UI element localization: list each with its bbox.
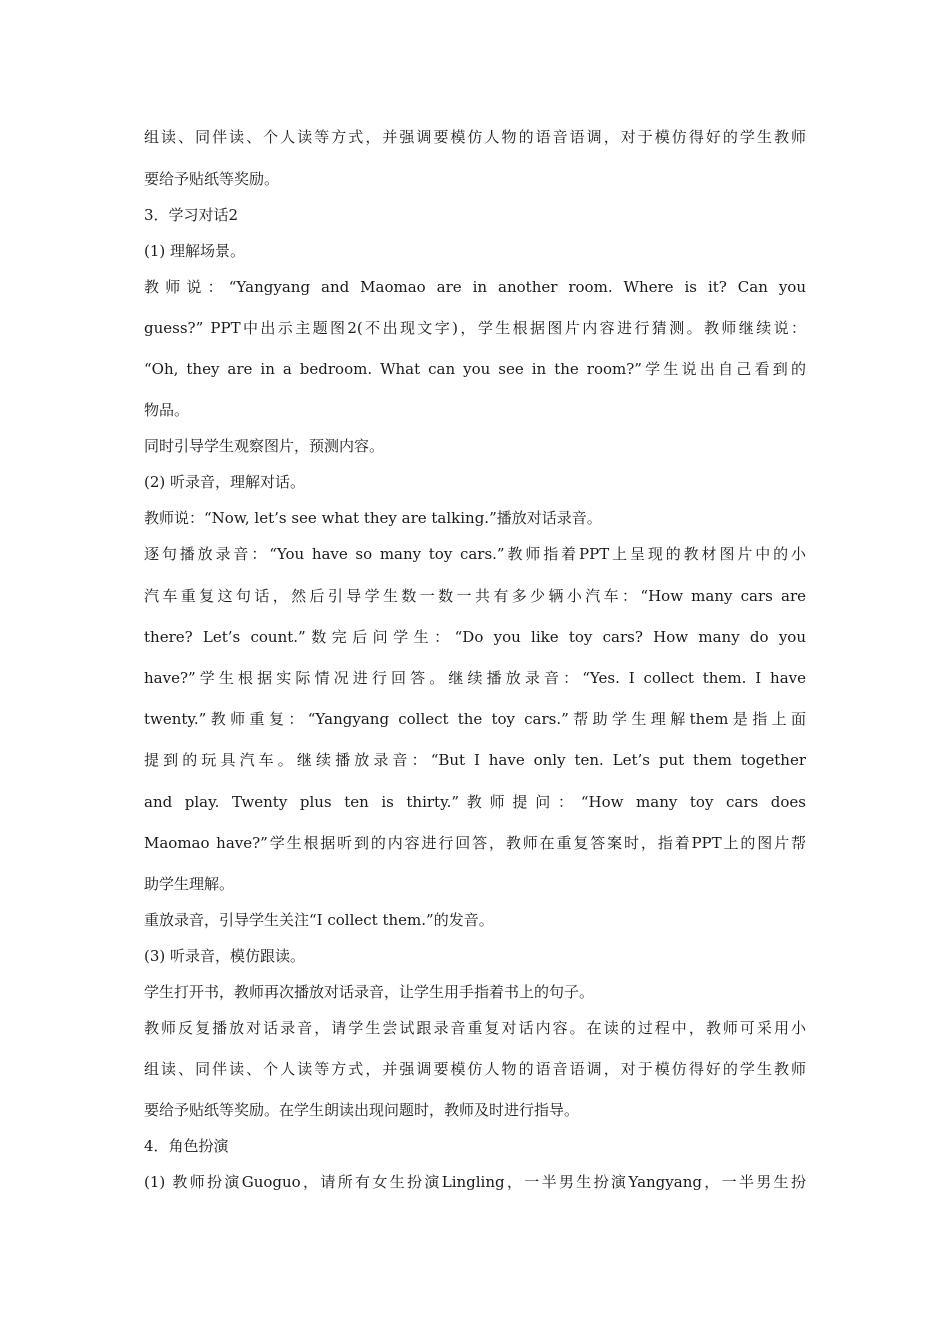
paragraph-line: “Oh, they are in a bedroom. What can you see in the room?”学生说出自己看到的	[144, 360, 806, 378]
subsection-heading: (3) 听录音，模仿跟读。	[144, 947, 306, 965]
paragraph-line: twenty.”教师重复：“Yangyang collect the toy cars.”帮助学生理解them是指上面	[144, 710, 806, 728]
paragraph-line: 助学生理解。	[144, 875, 235, 893]
paragraph-line: 重放录音，引导学生关注“I collect them.”的发音。	[144, 911, 494, 929]
paragraph-line: 逐句播放录音：“You have so many toy cars.”教师指着PPT上呈现的教材图片中的小	[144, 545, 806, 563]
paragraph-line: 汽车重复这句话，然后引导学生数一数一共有多少辆小汽车：“How many cars are	[144, 587, 806, 605]
subsection-heading: (2) 听录音，理解对话。	[144, 473, 306, 491]
paragraph-line: have?”学生根据实际情况进行回答。继续播放录音：“Yes. I collect them. I have	[144, 669, 806, 687]
paragraph-line: 同时引导学生观察图片，预测内容。	[144, 437, 385, 455]
paragraph-line: 学生打开书，教师再次播放对话录音，让学生用手指着书上的句子。	[144, 983, 595, 1001]
paragraph-line: 组读、同伴读、个人读等方式，并强调要模仿人物的语音语调，对于模仿得好的学生教师	[144, 1060, 806, 1078]
subsection-heading: (1) 理解场景。	[144, 242, 246, 260]
paragraph-line: there? Let’s count.”数完后问学生：“Do you like toy cars? How many do you	[144, 628, 806, 646]
paragraph-line: and play. Twenty plus ten is thirty.”教师提问：“How many toy cars does	[144, 793, 806, 811]
paragraph-line: 教师反复播放对话录音，请学生尝试跟录音重复对话内容。在读的过程中，教师可采用小	[144, 1019, 806, 1037]
paragraph-line: 要给予贴纸等奖励。在学生朗读出现问题时，教师及时进行指导。	[144, 1101, 580, 1119]
paragraph-line: 要给予贴纸等奖励。	[144, 170, 280, 188]
paragraph-line: (1) 教师扮演Guoguo，请所有女生扮演Lingling，一半男生扮演Yangyang，一半男生扮	[144, 1173, 806, 1191]
paragraph-line: Maomao have?”学生根据听到的内容进行回答，教师在重复答案时，指着PPT上的图片帮	[144, 834, 806, 852]
paragraph-line: 组读、同伴读、个人读等方式，并强调要模仿人物的语音语调，对于模仿得好的学生教师	[144, 128, 806, 146]
section-heading: 4．角色扮演	[144, 1137, 229, 1155]
paragraph-line: 提到的玩具汽车。继续播放录音：“But I have only ten. Let’s put them together	[144, 751, 806, 769]
paragraph-line: 物品。	[144, 401, 190, 419]
paragraph-line: 教师说：“Yangyang and Maomao are in another room. Where is it? Can you	[144, 278, 806, 296]
section-heading: 3．学习对话2	[144, 206, 239, 224]
paragraph-line: guess?” PPT中出示主题图2(不出现文字)，学生根据图片内容进行猜测。教师继续说：	[144, 319, 806, 337]
paragraph-line: 教师说：“Now, let’s see what they are talking.”播放对话录音。	[144, 509, 602, 527]
